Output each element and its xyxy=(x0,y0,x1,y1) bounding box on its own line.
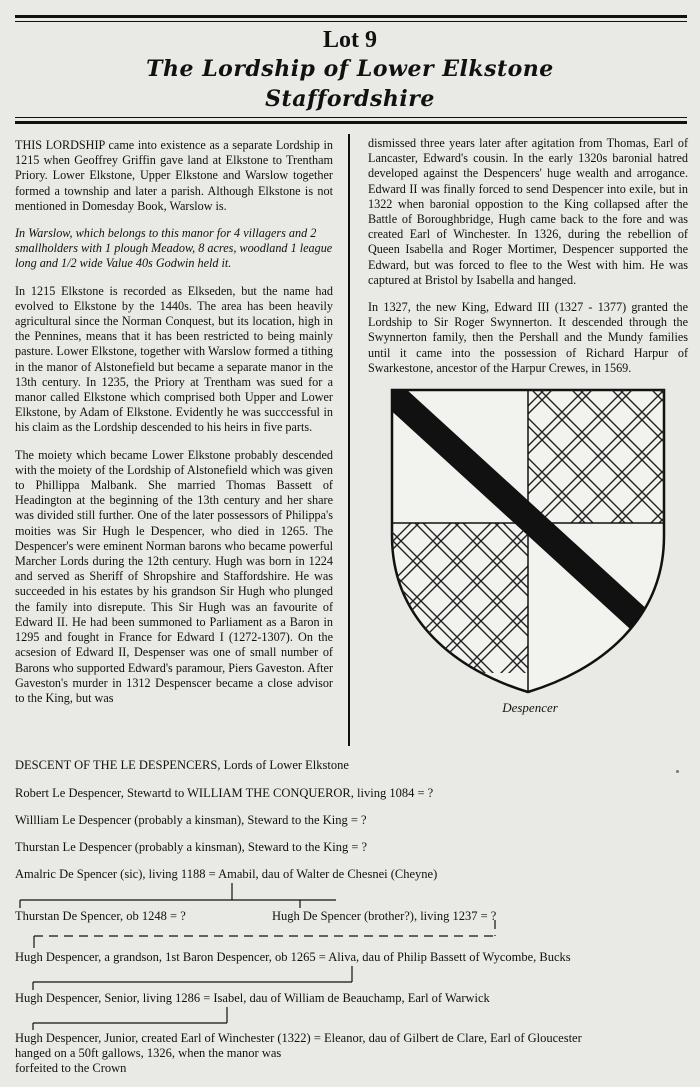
arms-caption: Despencer xyxy=(502,700,558,715)
header-double-rule-thin xyxy=(15,117,687,118)
descent-line-hugh-senior: Hugh Despencer, Senior, living 1286 = Isabel, dau of William de Beauchamp, Earl of Warwick xyxy=(15,991,490,1005)
header-double-rule-thick xyxy=(15,121,687,124)
descent-line-william: Willliam Le Despencer (probably a kinsman), Steward to the King = ? xyxy=(15,813,367,827)
descent-line-hugh-1st-baron: Hugh Despencer, a grandson, 1st Baron Despencer, ob 1265 = Aliva, dau of Philip Bassett of Wycombe, Bucks xyxy=(15,950,571,964)
descent-heading: DESCENT OF THE LE DESPENCERS, Lords of Lower Elkstone xyxy=(15,758,349,772)
connector-hugh-junior xyxy=(33,1007,227,1030)
page-title: The Lordship of Lower Elkstone xyxy=(146,56,554,82)
right-column xyxy=(368,136,688,388)
top-double-rule-thin xyxy=(15,21,687,22)
column-divider xyxy=(348,134,350,746)
county-title: Staffordshire xyxy=(265,86,435,112)
intro-paragraph: THIS LORDSHIP came into existence as a separate Lordship in 1215 when Geoffrey Griffin gave land at Elkstone to Trentham Priory. Lower Elkstone, Upper Elkstone and Warslow together formed a township and later a parish. Although Elkstone is not mentioned in Domesday Book, Warslow is. xyxy=(15,138,333,213)
domesday-extract: In Warslow, which belongs to this manor for 4 villagers and 2 smallholders with 1 plough Meadow, 8 acres, woodland 1 league long and 1/2 wide Value 40s Godwin held it. xyxy=(15,226,333,271)
descent-line-robert: Robert Le Despencer, Stewartd to WILLIAM THE CONQUEROR, living 1084 = ? xyxy=(15,786,434,800)
descent-line-amalric: Amalric De Spencer (sic), living 1188 = Amabil, dau of Walter de Chesnei (Cheyne) xyxy=(15,867,438,881)
left-column xyxy=(15,138,333,718)
top-double-rule-thick xyxy=(15,15,687,18)
connector-hugh-senior xyxy=(33,966,352,990)
connector-amalric xyxy=(20,883,336,908)
descent-line-thurstan-de-spencer: Thurstan De Spencer, ob 1248 = ? xyxy=(15,909,186,923)
despencer-arms-shield xyxy=(388,386,668,696)
swynnerton-paragraph: In 1327, the new King, Edward III (1327 - 1377) granted the Lordship to Sir Roger Swynnerton. It descended through the Swynnerton family, then the Pershall and the Mundy families until it came into the possession of Richard Harpur of Swarkestone, ancestor of the Harpur Crewes, in 1569. xyxy=(368,300,688,375)
despencer-paragraph: The moiety which became Lower Elkstone probably descended with the moiety of the Lordship of Alstonefield which was given to Phillippa Malbank. She married Thomas Bassett of Headington at the beginning of the 13th century and her share was divided still further. One of the later possessors of Philippa's moities was Sir Hugh le Despencer, who died in 1265. The Despencer's were eminent Norman barons who became powerful Marcher Lords during the 12th century. Hugh was born in 1224 and served as Sheriff of Shropshire and Staffordshire. He was succeeded in his estates by his grandson Sir Hugh who plunged the family into disrepute. This Sir Hugh was an favourite of Edward II. He had been summoned to Parliament as a Baron in 1295 and fought in France for Edward I (1272-1307). On the acsesion of Edward II, Despenser was one of small number of Barons who supported Edward's paramour, Piers Gaveston. After Gaveston's murder in 1312 Despenscer became a close advisor to the King, but was xyxy=(15,447,333,705)
descent-note-hanged: hanged on a 50ft gallows, 1326, when the manor was forfeited to the Crown xyxy=(15,1046,282,1075)
history-paragraph: In 1215 Elkstone is recorded as Elkseden, but the name had evolved to Elkstone by the 1440s. The area has been heavily agricultural since the Norman Conquest, but its location, high in the Pennines, means that it has been restricted to being mainly pasture. Lower Elkstone, together with Warslow formed a tithing in the manor of Alstonefield but became a separate manor in the 13th century. In 1235, the Priory at Trentham was sued for a manor called Elkstone which comprised both Upper and Lower Elkstone, by Adam of Elkstone. Evidently he was succcessful in his claim as the Lordship descended to his heirs in five parts. xyxy=(15,283,333,435)
descent-line-hugh-brother: Hugh De Spencer (brother?), living 1237 = ? xyxy=(272,909,497,923)
descent-line-thurstan: Thurstan Le Despencer (probably a kinsman), Steward to the King = ? xyxy=(15,840,368,854)
print-speck xyxy=(676,770,679,773)
descent-line-hugh-junior: Hugh Despencer, Junior, created Earl of Winchester (1322) = Eleanor, dau of Gilbert de Clare, Earl of Gloucester xyxy=(15,1031,582,1045)
title-block xyxy=(0,26,700,114)
continuation-paragraph: dismissed three years later after agitation from Thomas, Earl of Lancaster, Edward's cousin. In the early 1320s baronial hatred developed against the Despencers' huge wealth and arrogance. Edward II was finally forced to send Despencer into exile, but in 1322 when baronial oppostion to the King collapsed after the Battle of Boroughbridge, Hugh came back to the fore and was created Earl of Winchester. In 1326, during the rebellion of Queen Isabella and Roger Mortimer, Despencer supported the Edward, but was forced to flee to the West with him. He was captured at Bristol by Isabella and hanged. xyxy=(368,136,688,287)
lot-number: Lot 9 xyxy=(323,27,377,53)
